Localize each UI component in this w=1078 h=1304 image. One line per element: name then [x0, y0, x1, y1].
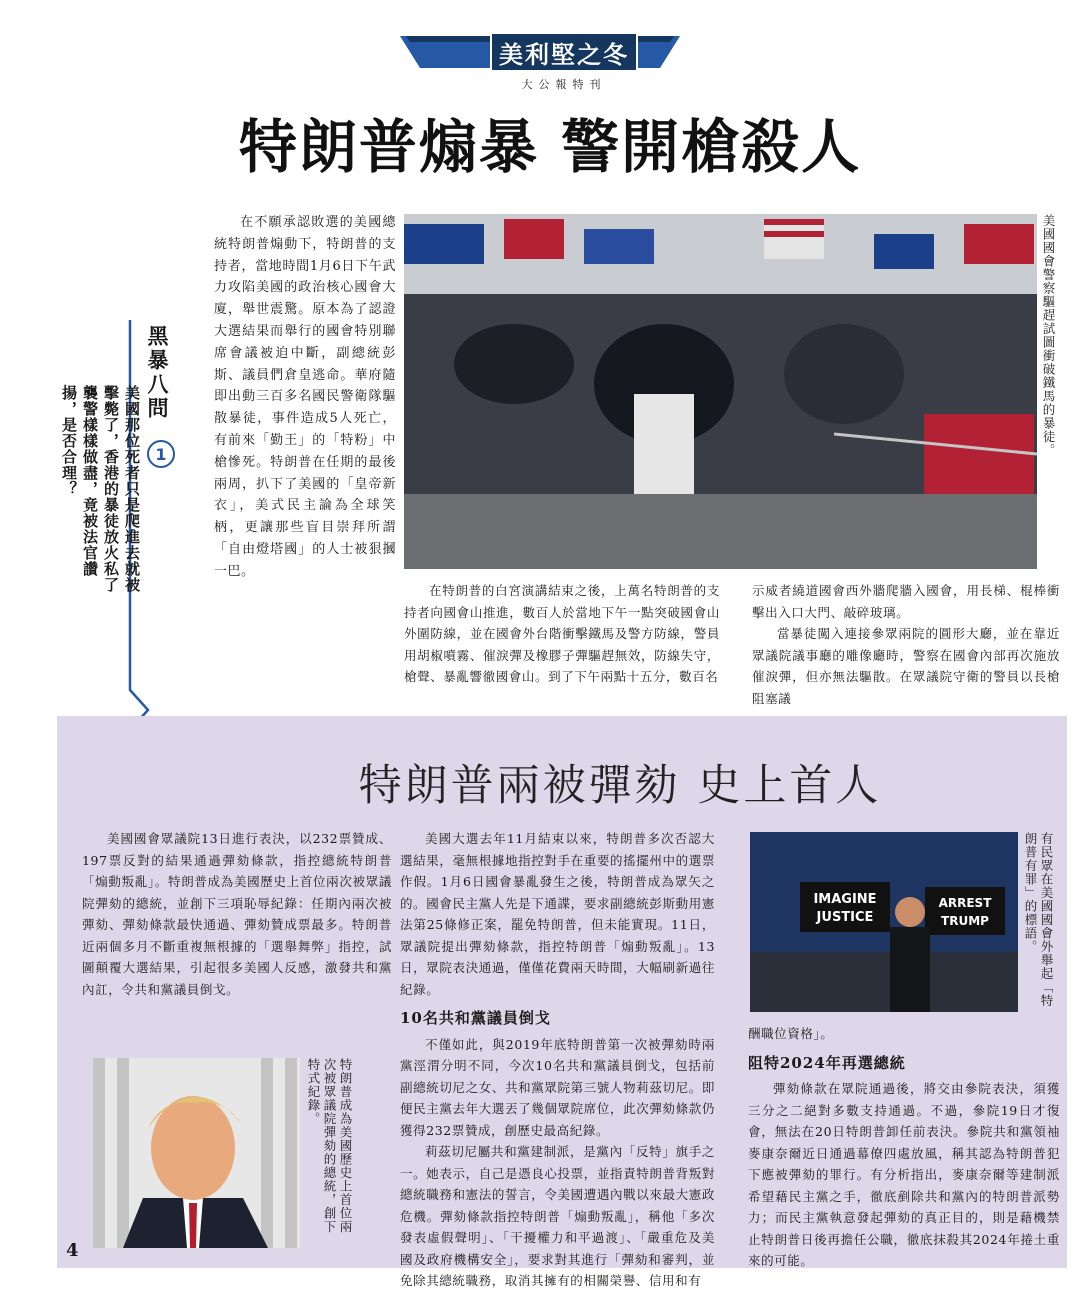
- article-column-2: [752, 580, 1060, 709]
- sidebar-question: 美國那位死者只是爬進去就被擊斃了，香港的暴徒放火私了襲警樣樣做盡，竟被法官讚揚，是否合理？: [60, 385, 141, 593]
- protest-illustration: [750, 832, 1018, 1012]
- section-banner: 美利堅之冬: [490, 32, 638, 72]
- section-subheading-2: 阻特2024年再選總統: [748, 1053, 906, 1072]
- section-heading: 特朗普兩被彈劾 史上首人: [358, 761, 882, 811]
- main-photo-caption: 美國國會警察驅趕試圖衝破鐵馬的暴徒。: [1041, 214, 1056, 457]
- series-title: 黑暴八問: [145, 325, 169, 421]
- section-col2-para2: 不僅如此，與2019年底特朗普第一次被彈劾時兩黨涇渭分明不同，今次10名共和黨議員倒戈，包括前副總統切尼之女、共和黨眾院第三號人物莉茲切尼。即便民主黨去年大選丟了幾個眾院席位，此次彈劾條款仍獲得232票贊成，創歷史最高紀錄。: [400, 1036, 715, 1138]
- article-column-1: 在特朗普的白宮演講結束之後，上萬名特朗普的支持者向國會山推進，數百人於當地下午一點突破國會山外圍防線，並在國會外台階衝擊鐵馬及警方防線，警員用胡椒噴霧、催淚彈及橡膠子彈驅趕無效，防線失守，槍聲、暴亂響徹國會山。到了下午兩點十五分，數百名: [404, 583, 720, 684]
- section-subheading-1: 10名共和黨議員倒戈: [400, 1009, 551, 1027]
- protest-sign-1-line-1: IMAGINE: [813, 892, 877, 907]
- article-col2-para1: 示威者繞道國會西外牆爬牆入國會，用長梯、棍棒衝擊出入口大門、敲碎玻璃。: [752, 583, 1060, 620]
- section-col2-para1: 美國大選去年11月結束以來，特朗普多次否認大選結果，毫無根據地指控對手在重要的搖擺州中的選票作假。1月6日國會暴亂發生之後，特朗普成為眾矢之的。國會民主黨人先是下通諜，要求副總統彭斯動用憲法第25條修正案，罷免特朗普，但未能實現。11日，眾議院提出彈劾條款，指控特朗普「煽動叛亂」。13日，眾院表決通過，僅僅花費兩天時間，大幅刷新過往紀錄。: [400, 831, 715, 997]
- headline: 特朗普煽暴 警開槍殺人: [238, 113, 862, 181]
- section-column-2: [400, 828, 715, 1292]
- protest-sign-2-line-2: TRUMP: [941, 914, 989, 928]
- protest-sign-1-line-2: JUSTICE: [816, 910, 874, 925]
- section-column-1: 美國國會眾議院13日進行表決，以232票贊成、197票反對的結果通過彈劾條款，指控總統特朗普「煽動叛亂」。特朗普成為美國歷史上首位兩次被眾議院彈劾的總統，並創下三項恥辱紀錄：任期內兩次被彈劾、彈劾條款最快通過、彈劾贊成票最多。特朗普近兩個多月不斷重複無根據的「選舉舞弊」指控，試圖顛覆大選結果，引起很多美國人反感，激發共和黨內訌，令共和黨議員倒戈。: [82, 831, 392, 997]
- trump-portrait: [93, 1058, 300, 1248]
- trump-photo: [93, 1058, 300, 1248]
- section-col3-para0: 酬職位資格」。: [748, 1026, 834, 1041]
- lead-paragraph: 在不願承認敗選的美國總統特朗普煽動下，特朗普的支持者，當地時間1月6日下午武力攻陷美國的政治核心國會大廈，舉世震驚。原本為了認證大選結果而舉行的國會特別聯席會議被迫中斷，副總統彭斯、議員們倉皇逃命。華府隨即出動三百多名國民警衛隊驅散暴徒，事件造成5人死亡，有前來「勤王」的「特粉」中槍慘死。特朗普在任期的最後兩周，扒下了美國的「皇帝新衣」，美式民主論為全球笑柄，更讓那些盲目崇拜所謂「自由燈塔國」的人士被狠摑一巴。: [214, 215, 396, 579]
- banner-subtitle: 大公報特刊: [521, 78, 607, 91]
- trump-photo-caption: 特朗普成為美國歷史上首位兩次被眾議院彈劾的總統，創下特式紀錄。: [306, 1058, 353, 1234]
- protest-sign-2-line-1: ARREST: [938, 896, 992, 910]
- riot-photo: [404, 214, 1037, 569]
- riot-photo-illustration: [404, 214, 1037, 569]
- article-col2-para2: 當暴徒闖入連接參眾兩院的圓形大廳，並在靠近眾議院議事廳的雕像廳時，警察在國會內部再次施放催淚彈，但亦無法驅散。在眾議院守衛的警員以長槍阻塞議: [752, 626, 1060, 706]
- protest-photo: [750, 832, 1018, 1012]
- section-col3-para1: 彈劾條款在眾院通過後，將交由參院表決，須獲三分之二絕對多數支持通過。不過，參院19日才復會，無法在20日特朗普卸任前表決。參院共和黨領袖麥康奈爾近日通過幕僚四處放風，稱其認為特朗普犯下應被彈劾的罪行。有分析指出，麥康奈爾等建制派希望藉民主黨之手，徹底剷除共和黨內的特朗普派勢力；而民主黨執意發起彈劾的真正目的，則是藉機禁止特朗普日後再擔任公職，徹底抹殺其2024年捲土重來的可能。: [748, 1081, 1060, 1268]
- section-col2-para3: 莉茲切尼屬共和黨建制派，是黨內「反特」旗手之一。她表示，自己是憑良心投票，並指責特朗普背叛對總統職務和憲法的誓言，令美國遭遇內戰以來最大憲政危機。彈劾條款指控特朗普「煽動叛亂」，稱他「多次發表虛假聲明」、「干擾權力和平過渡」、「嚴重危及美國及政府機構安全」，要求對其進行「彈劾和審判，並免除其總統職務，取消其擁有的相關榮譽、信用和有: [400, 1144, 715, 1288]
- section-column-3: [748, 1023, 1060, 1272]
- page-number: 4: [66, 1240, 79, 1261]
- protest-photo-caption: 有民眾在美國國會外舉起「特朗普有罪」的標語。: [1023, 832, 1054, 1008]
- series-number: 1: [147, 440, 175, 468]
